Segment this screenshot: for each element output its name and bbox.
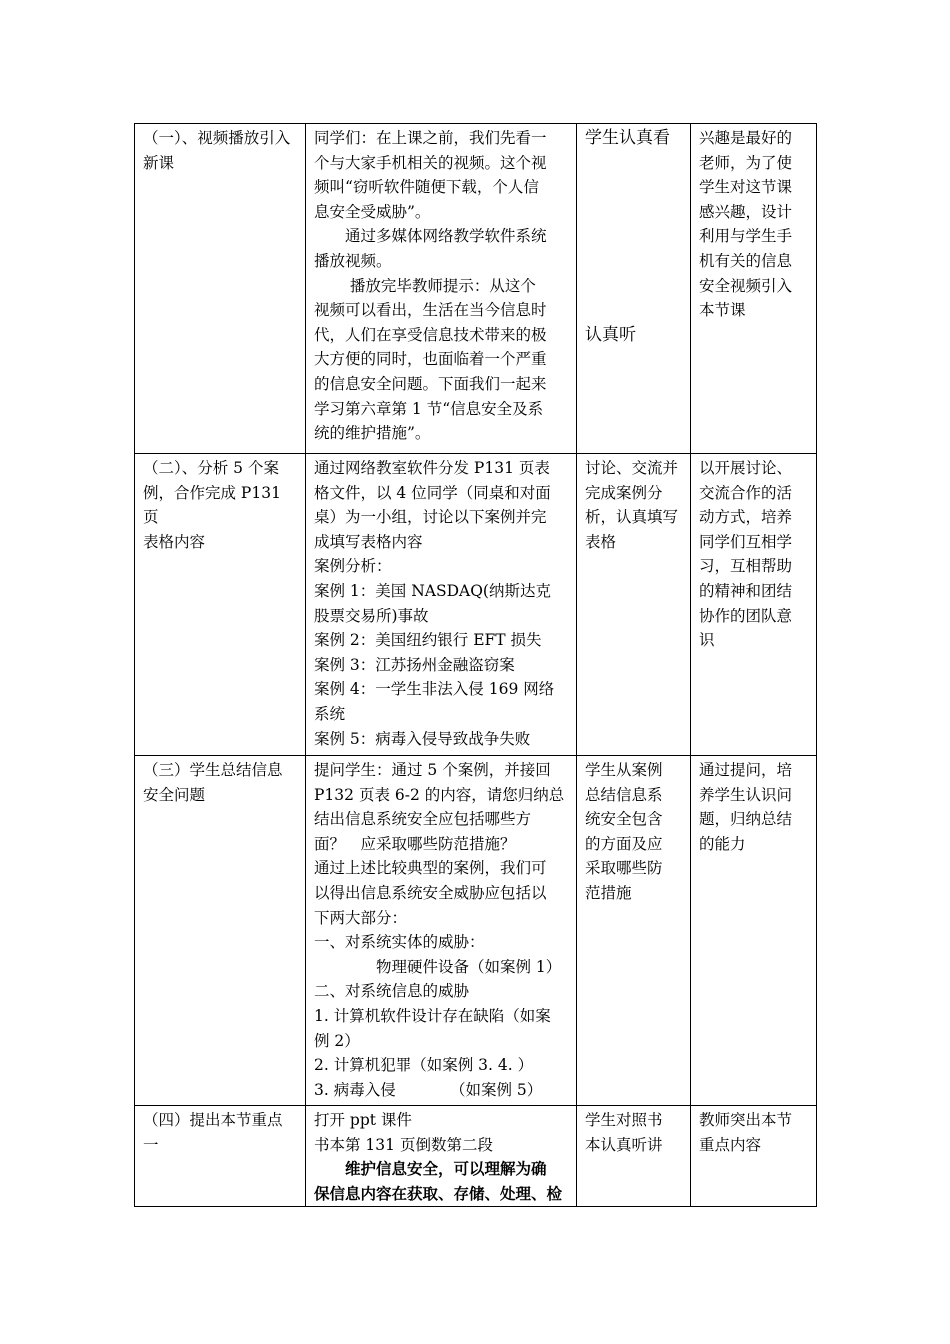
student-line: 学生认真看 (585, 128, 670, 148)
stage-line: 安全问题 (143, 785, 206, 804)
teacher-activity-cell (306, 1106, 577, 1207)
teacher-activity-cell (306, 756, 577, 1106)
student-line: 讨论、交流并 (585, 459, 679, 477)
design-line: 的精神和团结 (699, 581, 793, 600)
teacher-line: 例 2） (314, 1031, 360, 1050)
student-activity-cell (577, 454, 691, 756)
stage-cell (135, 1106, 306, 1207)
teacher-line: 1. 计算机软件设计存在缺陷（如案 (314, 1006, 551, 1025)
teacher-line: 通过上述比较典型的案例，我们可 (314, 859, 547, 878)
teacher-line: 面？ 应采取哪些防范措施？ (314, 834, 516, 853)
teacher-line: 的信息安全问题。下面我们一起来 (314, 374, 547, 393)
teacher-activity-cell (306, 454, 577, 756)
teacher-line: 案例 5：病毒入侵导致战争失败 (314, 729, 531, 748)
teacher-line: 3. 病毒入侵 （如案例 5） (314, 1080, 543, 1099)
teacher-line: 成填写表格内容 (314, 532, 423, 551)
teacher-line: P132 页表 6-2 的内容，请您归纳总 (314, 785, 565, 804)
teacher-line: 视频可以看出，生活在当今信息时 (314, 301, 547, 320)
stage-cell (135, 124, 306, 454)
design-line: 通过提问，培 (699, 761, 793, 779)
student-line: 统安全包含 (585, 810, 663, 829)
design-intent-cell (691, 756, 817, 1106)
teacher-line: 下两大部分： (314, 908, 408, 927)
stage-line: （二）、分析 5 个案 (143, 459, 279, 477)
teacher-line: 物理硬件设备（如案例 1） (314, 957, 562, 976)
teacher-line: 案例 2：美国纽约银行 EFT 损失 (314, 631, 542, 650)
design-line: 学生对这节课 (699, 178, 793, 197)
teacher-line: 案例 4：一学生非法入侵 169 网络 (314, 680, 555, 699)
lesson-plan-table (134, 123, 817, 1207)
teacher-line: 播放视频。 (314, 251, 392, 270)
student-line: 总结信息系 (585, 785, 663, 804)
teacher-line: 大方便的同时，也面临着一个严重 (314, 350, 547, 369)
spacer (585, 151, 682, 323)
design-line: 交流合作的活 (699, 483, 793, 502)
design-line: 动方式，培养 (699, 508, 793, 527)
teacher-line: 案例分析： (314, 557, 392, 576)
teacher-line: 代，人们在享受信息技术带来的极 (314, 325, 547, 344)
design-intent-cell (691, 454, 817, 756)
stage-line: （三）学生总结信息 (143, 761, 283, 779)
teacher-line: 提问学生：通过 5 个案例，并接回 (314, 761, 551, 779)
student-line: 采取哪些防 (585, 859, 663, 878)
stage-cell (135, 756, 306, 1106)
stage-line: 例，合作完成 P131 页 (143, 483, 286, 527)
teacher-line: 通过多媒体网络教学软件系统 (314, 227, 547, 246)
teacher-line: 格文件，以 4 位同学（同桌和对面 (314, 483, 551, 502)
design-line: 本节课 (699, 301, 746, 320)
design-intent-cell (691, 1106, 817, 1207)
design-line: 养学生认识问 (699, 785, 793, 804)
design-intent-cell (691, 124, 817, 454)
teacher-line: 以得出信息系统安全威胁应包括以 (314, 883, 547, 902)
design-line: 重点内容 (699, 1135, 762, 1154)
student-line: 的方面及应 (585, 834, 663, 853)
student-line: 析，认真填写 (585, 508, 679, 527)
design-line: 教师突出本节 (699, 1111, 793, 1129)
design-line: 兴趣是最好的 (699, 129, 793, 147)
teacher-line: 通过网络教室软件分发 P131 页表 (314, 459, 550, 477)
teacher-line: 学习第六章第 1 节“信息安全及系 (314, 399, 544, 418)
student-line: 本认真听讲 (585, 1135, 663, 1154)
student-line: 表格 (585, 532, 617, 551)
teacher-line: 个与大家手机相关的视频。这个视 (314, 153, 547, 172)
table-row (135, 756, 817, 1106)
stage-line: （四）提出本节重点 (143, 1111, 283, 1129)
teacher-line: 打开 ppt 课件 (314, 1111, 412, 1129)
table-row (135, 1106, 817, 1207)
table-row (135, 454, 817, 756)
teacher-line: 结出信息系统安全应包括哪些方 (314, 810, 532, 829)
student-line: 范措施 (585, 883, 632, 902)
teacher-activity-cell (306, 124, 577, 454)
teacher-line: 播放完毕教师提示：从这个 (314, 276, 536, 295)
design-line: 习，互相帮助 (699, 557, 793, 576)
design-line: 利用与学生手 (699, 227, 793, 246)
teacher-line: 一、对系统实体的威胁： (314, 933, 485, 952)
stage-line: 新课 (143, 153, 175, 172)
table-row (135, 124, 817, 454)
teacher-line: 系统 (314, 704, 346, 723)
stage-line: 一 (143, 1135, 159, 1154)
key-point-line: 保信息内容在获取、存储、处理、检 (314, 1183, 563, 1203)
design-line: 安全视频引入 (699, 276, 793, 295)
student-line: 完成案例分 (585, 483, 663, 502)
student-activity-cell (577, 1106, 691, 1207)
teacher-line: 案例 3：江苏扬州金融盗窃案 (314, 655, 515, 674)
key-point-line: 维护信息安全，可以理解为确 (314, 1159, 547, 1179)
stage-line: （一）、视频播放引入 (143, 129, 291, 147)
student-line: 学生对照书 (585, 1111, 663, 1129)
design-line: 的能力 (699, 834, 746, 853)
stage-cell (135, 454, 306, 756)
teacher-line: 同学们：在上课之前，我们先看一 (314, 129, 547, 147)
teacher-line: 息安全受威胁”。 (314, 202, 431, 221)
teacher-line: 书本第 131 页倒数第二段 (314, 1135, 493, 1154)
teacher-line: 二、对系统信息的威胁 (314, 982, 470, 1001)
teacher-line: 2. 计算机犯罪（如案例 3. 4. ） (314, 1056, 534, 1075)
design-line: 感兴趣，设计 (699, 202, 793, 221)
student-line: 学生从案例 (585, 761, 663, 779)
design-line: 协作的团队意 (699, 606, 793, 625)
teacher-line: 股票交易所)事故 (314, 606, 429, 625)
design-line: 识 (699, 631, 715, 650)
design-line: 同学们互相学 (699, 532, 793, 551)
stage-line: 表格内容 (143, 532, 206, 551)
teacher-line: 桌）为一小组，讨论以下案例并完 (314, 508, 547, 527)
student-line: 认真听 (585, 324, 636, 345)
teacher-line: 频叫“窃听软件随便下载，个人信 (314, 178, 539, 197)
design-line: 题，归纳总结 (699, 810, 793, 829)
teacher-line: 统的维护措施”。 (314, 424, 431, 443)
design-line: 老师，为了使 (699, 153, 793, 172)
design-line: 以开展讨论、 (699, 459, 793, 477)
teacher-line: 案例 1：美国 NASDAQ(纳斯达克 (314, 581, 551, 600)
student-activity-cell (577, 756, 691, 1106)
student-activity-cell (577, 124, 691, 454)
design-line: 机有关的信息 (699, 251, 793, 270)
